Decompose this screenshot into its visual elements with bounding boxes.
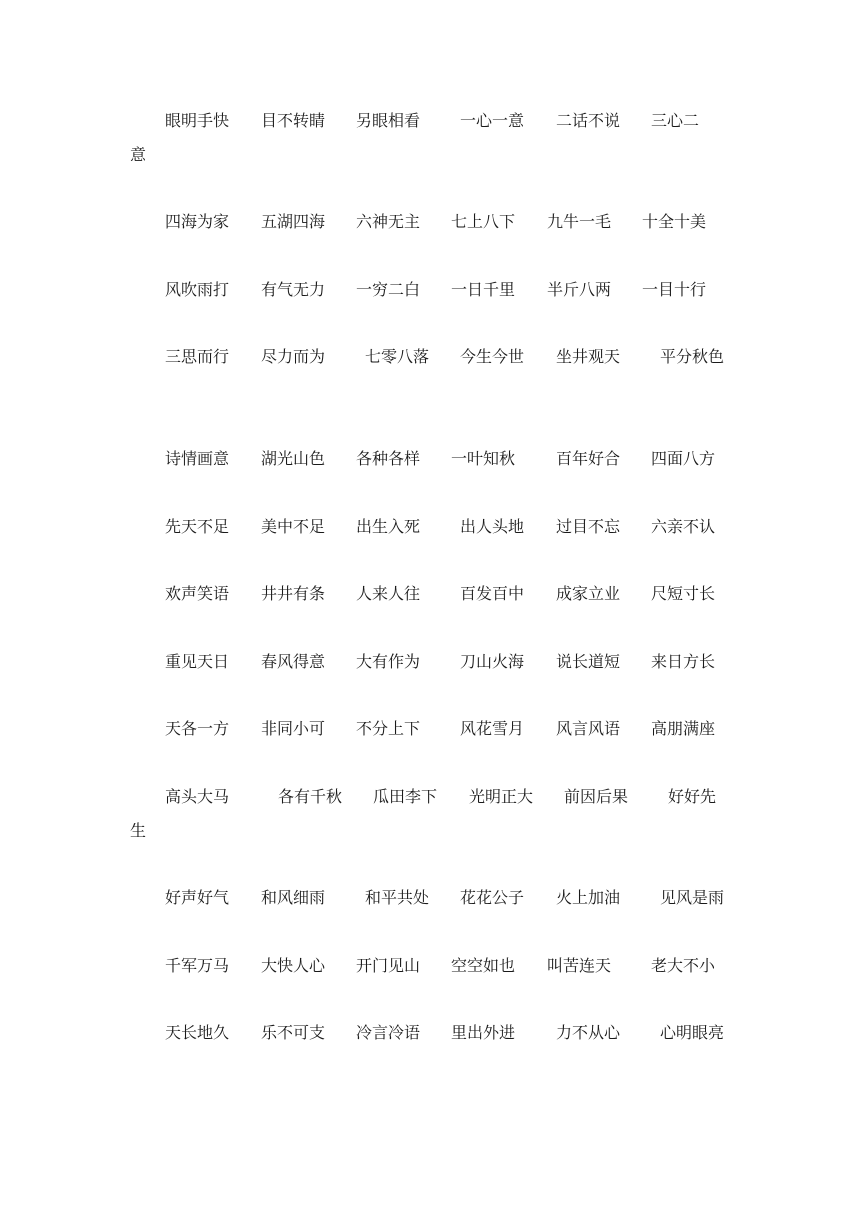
idiom: 乐不可支 xyxy=(261,1023,326,1042)
text-line xyxy=(0,143,860,167)
idiom: 光明正大 xyxy=(469,787,534,806)
idiom: 一日千里 xyxy=(451,280,516,299)
idiom: 过目不忘 xyxy=(556,517,621,536)
idiom: 七零八落 xyxy=(365,347,430,366)
idiom: 另眼相看 xyxy=(356,111,421,130)
idiom: 大快人心 xyxy=(261,956,326,975)
text-line xyxy=(0,819,860,843)
text-line xyxy=(0,650,860,674)
idiom: 一目十行 xyxy=(642,280,707,299)
idiom: 四面八方 xyxy=(651,449,716,468)
idiom: 六神无主 xyxy=(356,212,421,231)
idiom: 风言风语 xyxy=(556,719,621,738)
idiom: 七上八下 xyxy=(451,212,516,231)
idiom: 好声好气 xyxy=(165,888,230,907)
idiom: 今生今世 xyxy=(460,347,525,366)
idiom: 三心二 xyxy=(651,111,700,130)
idiom: 欢声笑语 xyxy=(165,584,230,603)
idiom: 一叶知秋 xyxy=(451,449,516,468)
idiom: 一穷二白 xyxy=(356,280,421,299)
text-line xyxy=(0,345,860,369)
text-line xyxy=(0,109,860,133)
idiom: 湖光山色 xyxy=(261,449,326,468)
text-line xyxy=(0,954,860,978)
idiom: 十全十美 xyxy=(642,212,707,231)
text-line xyxy=(0,447,860,471)
idiom: 各种各样 xyxy=(356,449,421,468)
idiom: 见风是雨 xyxy=(660,888,725,907)
idiom: 不分上下 xyxy=(356,719,421,738)
idiom: 心明眼亮 xyxy=(660,1023,725,1042)
idiom: 平分秋色 xyxy=(660,347,725,366)
idiom: 风吹雨打 xyxy=(165,280,230,299)
idiom: 尺短寸长 xyxy=(651,584,716,603)
idiom: 开门见山 xyxy=(356,956,421,975)
idiom: 各有千秋 xyxy=(278,787,343,806)
idiom: 眼明手快 xyxy=(165,111,230,130)
idiom: 春风得意 xyxy=(261,652,326,671)
idiom: 天长地久 xyxy=(165,1023,230,1042)
idiom: 力不从心 xyxy=(556,1023,621,1042)
idiom: 尽力而为 xyxy=(261,347,326,366)
idiom: 坐井观天 xyxy=(556,347,621,366)
idiom: 空空如也 xyxy=(451,956,516,975)
text-line xyxy=(0,210,860,234)
idiom: 先天不足 xyxy=(165,517,230,536)
idiom: 和平共处 xyxy=(365,888,430,907)
text-line xyxy=(0,582,860,606)
idiom: 半斤八两 xyxy=(547,280,612,299)
idiom: 前因后果 xyxy=(564,787,629,806)
idiom: 人来人往 xyxy=(356,584,421,603)
idiom: 非同小可 xyxy=(261,719,326,738)
idiom: 有气无力 xyxy=(261,280,326,299)
idiom-continuation: 生 xyxy=(130,821,147,840)
idiom: 井井有条 xyxy=(261,584,326,603)
idiom-continuation: 意 xyxy=(130,145,147,164)
idiom: 火上加油 xyxy=(556,888,621,907)
idiom: 老大不小 xyxy=(651,956,716,975)
text-line xyxy=(0,785,860,809)
idiom: 叫苦连天 xyxy=(547,956,612,975)
idiom: 四海为家 xyxy=(165,212,230,231)
idiom: 重见天日 xyxy=(165,652,230,671)
idiom: 出人头地 xyxy=(460,517,525,536)
idiom: 好好先 xyxy=(668,787,717,806)
idiom: 瓜田李下 xyxy=(373,787,438,806)
idiom: 九牛一毛 xyxy=(547,212,612,231)
idiom: 美中不足 xyxy=(261,517,326,536)
idiom: 三思而行 xyxy=(165,347,230,366)
idiom: 冷言冷语 xyxy=(356,1023,421,1042)
text-line xyxy=(0,515,860,539)
idiom: 百发百中 xyxy=(460,584,525,603)
idiom: 刀山火海 xyxy=(460,652,525,671)
text-line xyxy=(0,886,860,910)
idiom: 诗情画意 xyxy=(165,449,230,468)
idiom: 大有作为 xyxy=(356,652,421,671)
idiom: 二话不说 xyxy=(556,111,621,130)
idiom: 天各一方 xyxy=(165,719,230,738)
idiom: 一心一意 xyxy=(460,111,525,130)
text-line xyxy=(0,1021,860,1045)
idiom: 花花公子 xyxy=(460,888,525,907)
idiom: 高头大马 xyxy=(165,787,230,806)
idiom: 高朋满座 xyxy=(651,719,716,738)
idiom: 百年好合 xyxy=(556,449,621,468)
text-line xyxy=(0,717,860,741)
idiom: 和风细雨 xyxy=(261,888,326,907)
idiom: 出生入死 xyxy=(356,517,421,536)
idiom: 来日方长 xyxy=(651,652,716,671)
idiom: 成家立业 xyxy=(556,584,621,603)
idiom: 里出外进 xyxy=(451,1023,516,1042)
idiom: 说长道短 xyxy=(556,652,621,671)
idiom: 风花雪月 xyxy=(460,719,525,738)
idiom: 五湖四海 xyxy=(261,212,326,231)
idiom: 目不转睛 xyxy=(261,111,326,130)
idiom: 千军万马 xyxy=(165,956,230,975)
idiom: 六亲不认 xyxy=(651,517,716,536)
text-line xyxy=(0,278,860,302)
